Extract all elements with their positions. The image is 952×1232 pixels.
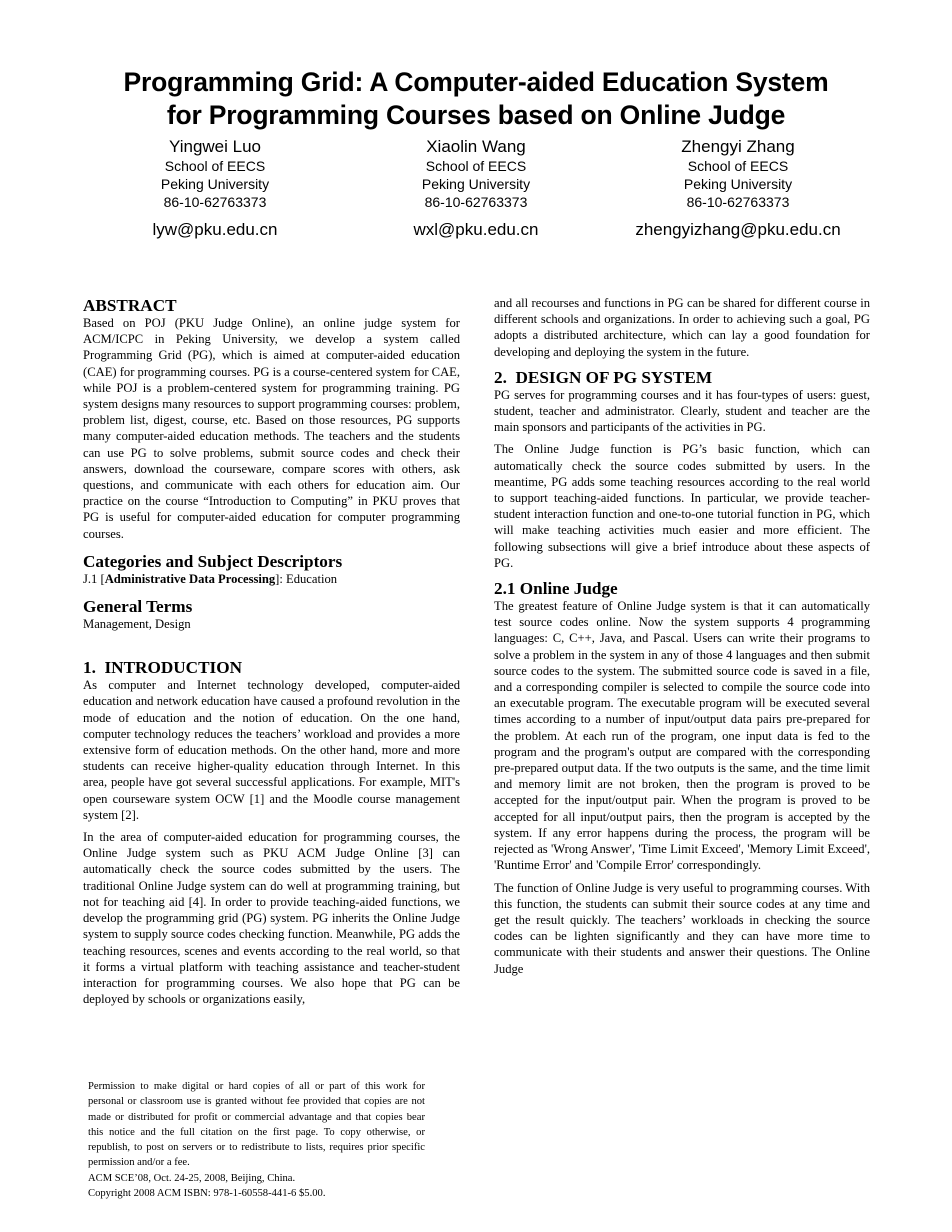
- introduction-paragraph-2: In the area of computer-aided education for programming courses, the Online Judge system such as PKU ACM Judge Online [3] can automatically check the source codes submitted by the users. The traditional Online Judge system can do well at programming training, but not for teaching aid [4]. In order to provide teaching-aided functions, we develop the programming grid (PG) system. PG inherits the Online Judge system to supply source codes checking function. Meanwhile, PG adds the teaching resources, scenes and events according to the real world, so that it forms a virtual platform with teaching assistance and teacher-student interaction for programming courses. We also hope that PG can be deployed by schools or organizations easily,: [83, 830, 460, 1007]
- author-phone: 86-10-62763373: [163, 194, 267, 210]
- author-university: Peking University: [160, 176, 270, 192]
- design-paragraph-2: The Online Judge function is PG’s basic function, which can automatically check the source codes submitted by users. In the meantime, PG adds some teaching resources according to the real world to support teaching-aided functions. In particular, we provide teacher-student interaction function and one-to-one tutorial function in PG, which will make teaching activities much easier and more efficient. The following subsections will give a brief introduce about these aspects of PG.: [494, 442, 870, 570]
- author-name: Zhengyi Zhang: [681, 137, 795, 156]
- copyright-footer: [88, 1079, 425, 1201]
- introduction-continuation: and all recourses and functions in PG can be shared for different course in different schools and organizations. In order to achieving such a goal, PG adopts a distributed architecture, which can lay a good foundation for developing and deploying the system in the future.: [494, 296, 870, 359]
- paper-title: [0, 66, 952, 132]
- author-school: School of EECS: [164, 158, 266, 174]
- abstract-text: Based on POJ (PKU Judge Online), an online judge system for ACM/ICPC in Peking University, we develop a system called Programming Grid (PG), which is aimed at computer-aided education (CAE) for programming courses. PG is a course-centered system for CAE, while POJ is a problem-centered system for programming training. PG system designs many resources to support programming courses: problem, problem list, digest, course, etc. Based on those resources, PG supports many computer-aided education methods. The teachers and the students can use PG to solve problems, submit source codes and check their answers, download the courseware, compare scores with others, ask questions, and communicate with each others for education aim. Our practice on the course “Introduction to Computing” in PKU proves that PG is useful for computer-aided education for computer programming courses.: [83, 316, 461, 541]
- permission-notice: Permission to make digital or hard copies of all or part of this work for personal or classroom use is granted without fee provided that copies are not made or distributed for profit or commercial advantage and that copies bear this notice and the full citation on the first page. To copy otherwise, or republish, to post on servers or to redistribute to lists, requires prior specific permission and/or a fee.: [88, 1081, 425, 1169]
- author-university: Peking University: [421, 176, 531, 192]
- categories-code: J.1 [: [83, 571, 105, 586]
- author-name: Yingwei Luo: [169, 137, 261, 156]
- left-column: [83, 296, 460, 1007]
- conference-info: ACM SCE’08, Oct. 24-25, 2008, Beijing, China.: [88, 1172, 296, 1184]
- general-terms-heading: General Terms: [83, 597, 193, 617]
- online-judge-heading: 2.1 Online Judge: [494, 579, 618, 599]
- author-university: Peking University: [683, 176, 793, 192]
- online-judge-paragraph-2: The function of Online Judge is very useful to programming courses. With this function, the students can submit their source codes at any time and get the result quickly. The teachers’ workloads in checking the source codes can be lighten significantly and they can have more time to communicate with their students and answer their questions. The Online Judge: [494, 880, 870, 976]
- general-terms-text: Management, Design: [83, 617, 191, 632]
- categories-descriptor: Administrative Data Processing: [104, 571, 276, 586]
- categories-heading: Categories and Subject Descriptors: [83, 551, 343, 571]
- paper-title-line-2: for Programming Courses based on Online Judge: [166, 100, 786, 130]
- author-email: lyw@pku.edu.cn: [152, 220, 278, 239]
- author-2: [326, 136, 626, 240]
- online-judge-paragraph-1: The greatest feature of Online Judge system is that it can automatically test source codes online. Now the system supports 4 programming languages: C, C++, Java, and Pascal. Users can write their programs to solve a problem in the system in any of those 4 languages and then submit source codes to the system. The submitted source code is saved in a file, and a corresponding compiler is selected to compile the source code into an executable program. The executable program will be executed several times according to a number of input/output data pairs pre-prepared for the problem. At each run of the program, one input data is fed to the program and the program's output are compared with the corresponding pre-prepared output data. If the two outputs is the same, and the time limit and memory limit are not broken, then the program is proved to be accepted for the input/output pair. When the program is proved to be accepted for all input/output pairs, then the program is accepted by the system. If any error happens during the process, the program will be rejected as 'Wrong Answer', 'Time Limit Exceed', 'Memory Limit Exceed', 'Runtime Error' and 'Compile Error' correspondingly.: [494, 599, 870, 873]
- author-school: School of EECS: [687, 158, 789, 174]
- author-school: School of EECS: [425, 158, 527, 174]
- categories-subject: ]: Education: [275, 571, 338, 586]
- author-3: [588, 136, 888, 240]
- copyright-info: Copyright 2008 ACM ISBN: 978-1-60558-441-6 $5.00.: [88, 1188, 326, 1200]
- design-heading: 2. DESIGN OF PG SYSTEM: [494, 367, 713, 387]
- author-phone: 86-10-62763373: [686, 194, 790, 210]
- author-name: Xiaolin Wang: [426, 137, 526, 156]
- design-paragraph-1: PG serves for programming courses and it has four-types of users: guest, student, teacher and administrator. Clearly, student and teacher are the main sponsors and participants of the activities in PG.: [494, 387, 870, 435]
- introduction-paragraph-1: As computer and Internet technology developed, computer-aided education and network education have caused a profound revolution in the mode of education and the notion of education. On the one hand, computer technology reduces the teachers’ workload and provides a more extensive form of education methods. On the other hand, more and more students can receive higher-quality education through Internet. In this area, people have got several successful applications. For example, MIT's open courseware system OCW [1] and the Moodle course management system [2].: [83, 678, 460, 822]
- categories-text: [83, 571, 460, 587]
- author-email: wxl@pku.edu.cn: [413, 220, 539, 239]
- author-phone: 86-10-62763373: [424, 194, 528, 210]
- right-column: [494, 295, 870, 977]
- author-email: zhengyizhang@pku.edu.cn: [635, 220, 841, 239]
- introduction-heading: 1. INTRODUCTION: [83, 658, 243, 678]
- author-1: [65, 136, 365, 240]
- paper-title-line-1: Programming Grid: A Computer-aided Education System: [123, 67, 829, 97]
- abstract-heading: ABSTRACT: [83, 296, 177, 315]
